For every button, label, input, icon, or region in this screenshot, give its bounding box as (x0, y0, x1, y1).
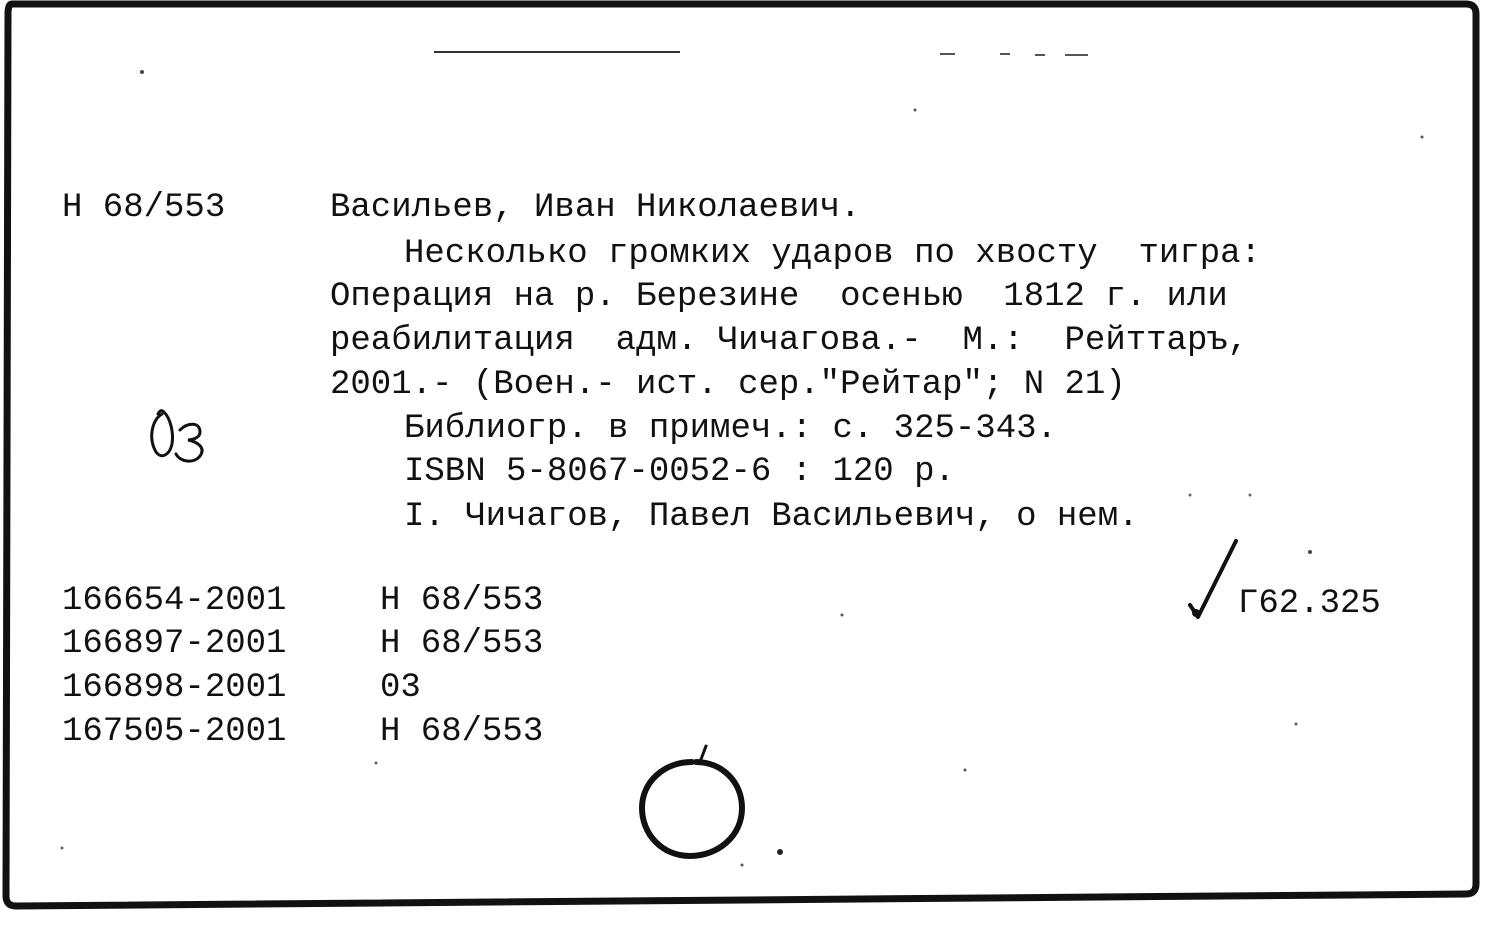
title-line-1: Несколько громких ударов по хвосту тигра: (404, 235, 1261, 273)
holding-location-1: Н 68/553 (380, 582, 544, 620)
author: Васильев, Иван Николаевич. (330, 189, 861, 227)
holding-inventory-1: 166654-2001 (62, 582, 287, 620)
title-line-3: реабилитация адм. Чичагова.- М.: Рейттаръ, (330, 322, 1249, 360)
classification-code: Г62.325 (1238, 585, 1381, 623)
holding-inventory-3: 166898-2001 (62, 669, 287, 707)
isbn-price: ISBN 5-8067-0052-6 : 120 р. (404, 453, 955, 491)
checkmark-icon (1180, 535, 1240, 625)
punch-hole (630, 740, 760, 870)
holding-location-4: Н 68/553 (380, 713, 544, 751)
title-line-2: Операция на р. Березине осенью 1812 г. или (330, 278, 1228, 316)
title-line-4: 2001.- (Воен.- ист. сер."Рейтар"; N 21) (330, 366, 1126, 404)
holding-location-2: Н 68/553 (380, 625, 544, 663)
shelf-mark: Н 68/553 (62, 189, 226, 227)
holding-inventory-2: 166897-2001 (62, 625, 287, 663)
holding-inventory-4: 167505-2001 (62, 713, 287, 751)
subject-entry: I. Чичагов, Павел Васильевич, о нем. (404, 498, 1139, 536)
holding-location-3: 03 (380, 669, 421, 707)
bibliography-note: Библиогр. в примеч.: с. 325-343. (404, 410, 1057, 448)
handwritten-note (140, 400, 230, 470)
